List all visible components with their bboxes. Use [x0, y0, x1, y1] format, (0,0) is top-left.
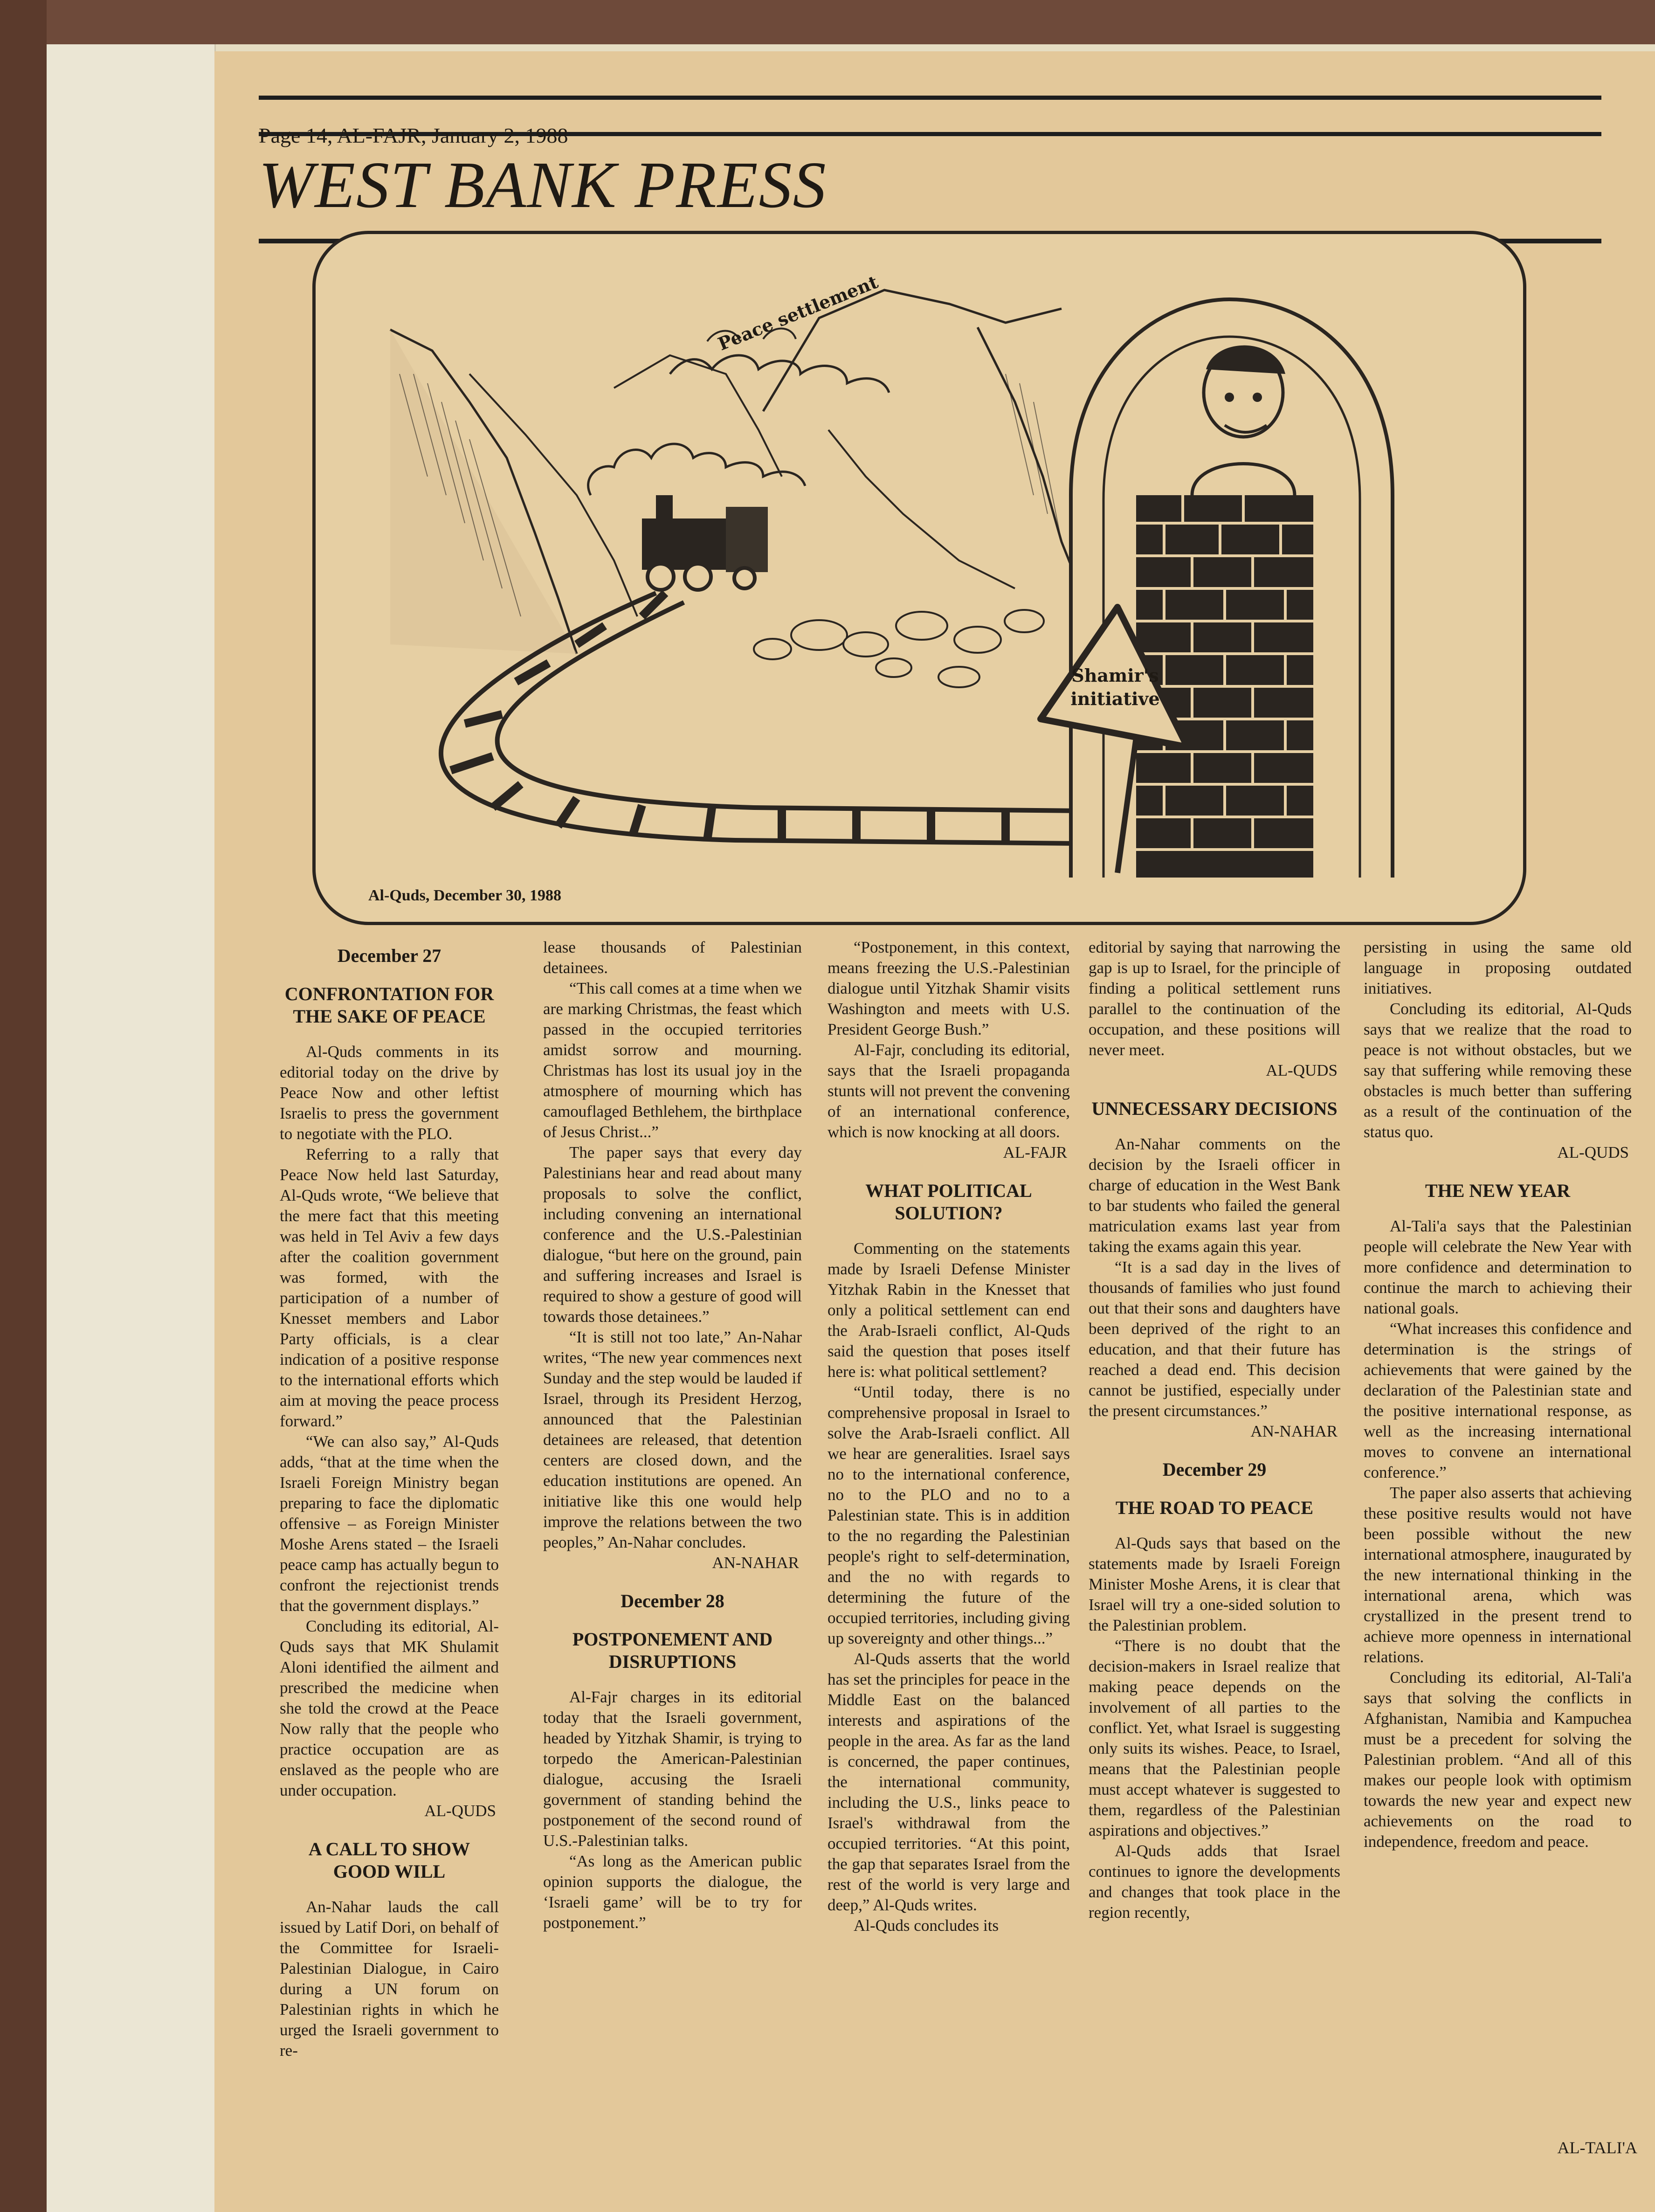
sign-line-2: initiative: [1070, 688, 1160, 709]
article-paragraph: Al-Quds asserts that the world has set the principles for peace in the Middle East on the balanced interests and aspirations of the people in the area. As far as the land is concerned, the paper continues, the international community, including the U.S., links peace to Israel's withdrawal from the occupied territories. “At this point, the gap that separates Israel from the rest of the world is very large and deep,” Al-Quds writes.: [828, 1650, 1070, 1914]
page-spine: [47, 44, 216, 2212]
article-heading: A CALL TO SHOW GOOD WILL: [308, 1839, 470, 1882]
article-paragraph: “What increases this confidence and determination is the strings of achievements that were gained by the declaration of the Palestinian state and the positive international response, as well as the increasing international moves to convene an international conference.”: [1364, 1320, 1632, 1481]
section-title: WEST BANK PRESS: [259, 148, 827, 221]
article-paragraph: Concluding its editorial, Al-Quds says that MK Shulamit Aloni identified the ailment and prescribed the medicine when she told the crowd at the Peace Now rally that the people who practice occupation are as enslaved as the people who are under occupation.: [280, 1617, 499, 1799]
source-credit: AL-QUDS: [1266, 1061, 1338, 1079]
final-source-credit: AL-TALI'A: [1557, 2138, 1637, 2157]
peace-settlement-label: Peace settlement: [715, 271, 881, 355]
article-paragraph: “This call comes at a time when we are marking Christmas, the feast which passed in the occupied territories amidst sorrow and mourning. Christmas has lost its usual joy in the atmosphere of mourning which has camouflaged Bethlehem, the birthplace of Jesus Christ...”: [543, 979, 802, 1141]
article-paragraph: Commenting on the statements made by Israeli Defense Minister Yitzhak Rabin in the Knesset that only a political settlement can end the Arab-Israeli conflict, Al-Quds said the question that poses itself here is: what political settlement?: [828, 1239, 1070, 1381]
cartoon-illustration: [316, 234, 1523, 922]
cartoon-caption: Al-Quds, December 30, 1988: [368, 887, 561, 904]
article-heading: THE NEW YEAR: [1425, 1180, 1571, 1201]
source-credit: AN-NAHAR: [712, 1554, 799, 1572]
article-paragraph: An-Nahar comments on the decision by the Israeli officer in charge of education in the West Bank to bar students who failed the general matriculation exams last year from taking the exams again this year.: [1089, 1135, 1340, 1256]
column-5: [1364, 937, 1632, 1852]
article-heading: CONFRONTATION FOR THE SAKE OF PEACE: [284, 983, 494, 1027]
article-paragraph: The paper says that every day Palestinians hear and read about many proposals to solve the conflict, including convening an international conference and the U.S.-Palestinian dialogue, “but here on the ground, pain and suffering increases and Israel is required to show a gesture of good will towards those detainees.”: [543, 1143, 802, 1326]
article-paragraph: editorial by saying that narrowing the gap is up to Israel, for the principle of finding a political settlement runs parallel to the continuation of the occupation, and these positions will never meet.: [1089, 938, 1340, 1059]
source-credit: AL-QUDS: [424, 1802, 496, 1820]
article-paragraph: Concluding its editorial, Al-Quds says that we realize that the road to peace is not without obstacles, but we say that suffering while removing these obstacles is much better than suffering as a result of the continuation of the status quo.: [1364, 1000, 1632, 1141]
dateline: December 29: [1162, 1459, 1267, 1480]
article-heading: WHAT POLITICAL SOLUTION?: [865, 1180, 1032, 1224]
column-3: [828, 937, 1070, 1936]
article-paragraph: “As long as the American public opinion supports the dialogue, the ‘Israeli game’ will be to try for postponement.”: [543, 1852, 802, 1932]
article-paragraph: Al-Fajr charges in its editorial today that the Israeli government, headed by Yitzhak Shamir, is trying to torpedo the American-Palestinian dialogue, accusing the Israeli government of standing behind the postponement of the second round of U.S.-Palestinian talks.: [543, 1688, 802, 1850]
dateline: December 28: [621, 1590, 724, 1611]
article-paragraph: persisting in using the same old language in proposing outdated initiatives.: [1364, 938, 1632, 997]
article-paragraph: Al-Tali'a says that the Palestinian people will celebrate the New Year with more confidence and determination to continue the march to achieving their national goals.: [1364, 1217, 1632, 1317]
article-paragraph: An-Nahar lauds the call issued by Latif Dori, on behalf of the Committee for Israeli-Palestinian Dialogue, in Cairo during a UN forum on Palestinian rights in which he urged the Israeli government to re-: [280, 1898, 499, 2060]
article-paragraph: “We can also say,” Al-Quds adds, “that at the time when the Israeli Foreign Ministry began preparing to face the diplomatic offensive – as Foreign Minister Moshe Arens stated – the Israeli peace camp has actually begun to confront the rejectionist trends that the government displays.”: [280, 1432, 499, 1615]
article-paragraph: “It is still not too late,” An-Nahar writes, “The new year commences next Sunday and the step would be lauded if Israel, through its President Herzog, announced that the Palestinian detainees are released, that detention centers are closed down, and the education institutions are opened. An initiative like this one would help improve the relations between the two peoples,” An-Nahar concludes.: [543, 1328, 802, 1551]
column-4: [1089, 937, 1340, 1923]
article-heading: UNNECESSARY DECISIONS: [1091, 1098, 1338, 1119]
editorial-cartoon: [312, 231, 1526, 925]
source-credit: AN-NAHAR: [1250, 1422, 1338, 1440]
source-credit: AL-QUDS: [1557, 1143, 1629, 1161]
top-rule: [259, 96, 1601, 100]
article-paragraph: “It is a sad day in the lives of thousands of families who just found out that their sons and daughters have been deprived of the right to an education, and that their future has reached a dead end. This decision cannot be justified, especially under the present circumstances.”: [1089, 1258, 1340, 1420]
article-paragraph: Al-Fajr, concluding its editorial, says that the Israeli propaganda stunts will not prevent the convening of an international conference, which is now knocking at all doors.: [828, 1041, 1070, 1141]
column-2: [543, 937, 802, 1933]
article-paragraph: “Postponement, in this context, means freezing the U.S.-Palestinian dialogue until Yitzhak Shamir visits Washington and meets with U.S. President George Bush.”: [828, 938, 1070, 1038]
article-paragraph: Referring to a rally that Peace Now held last Saturday, Al-Quds wrote, “We believe that the mere fact that this meeting was held in Tel Aviv a few days after the coalition government was formed, with the participation of a number of Knesset members and Labor Party officials, is a clear indication of a positive response to the international efforts which aim at moving the peace process forward.”: [280, 1145, 499, 1430]
binder-edge: [0, 0, 47, 2212]
article-paragraph: Al-Quds concludes its: [854, 1916, 999, 1935]
article-paragraph: The paper also asserts that achieving these positive results would not have been possible without the new international atmosphere, inaugurated by the new international thinking in the international arena, which was crystallized in the present trend to achieve more openness in international relations.: [1364, 1484, 1632, 1666]
page-line: Page 14, AL-FAJR, January 2, 1988: [259, 124, 568, 147]
brick-wall: [1136, 495, 1313, 878]
article-paragraph: lease thousands of Palestinian detainees.: [543, 938, 802, 977]
article-heading: POSTPONEMENT AND DISRUPTIONS: [572, 1629, 773, 1672]
locomotive: [642, 495, 768, 590]
article-paragraph: Al-Quds adds that Israel continues to ignore the developments and changes that took place in the region recently,: [1089, 1842, 1340, 1922]
article-paragraph: “Until today, there is no comprehensive proposal in Israel to solve the Arab-Israeli conflict. All we hear are generalities. Israel says no to the international conference, no to the PLO and no to a Palestinian state. This is in addition to the no regarding the Palestinian people's right to self-determination, and the no with regards to determining the future of the occupied territories, including giving up sovereignty and other things...”: [828, 1383, 1070, 1647]
source-credit: AL-FAJR: [1003, 1143, 1067, 1161]
sign-line-1: Shamir's: [1071, 665, 1159, 686]
column-1: [280, 937, 499, 2061]
article-paragraph: Concluding its editorial, Al-Tali'a says that solving the conflicts in Afghanistan, Namibia and Kampuchea must be a precedent for solving the Palestinian problem. “And all of this makes our people look with optimism towards the new year and expect new achievements on the road to independence, freedom and peace.: [1364, 1668, 1632, 1851]
rocks: [754, 610, 1044, 687]
dateline: December 27: [337, 945, 441, 966]
article-heading: THE ROAD TO PEACE: [1115, 1497, 1314, 1518]
article-paragraph: Al-Quds comments in its editorial today on the drive by Peace Now and other leftist Israelis to press the government to negotiate with the PLO.: [280, 1043, 499, 1143]
article-paragraph: “There is no doubt that the decision-makers in Israel realize that making peace depends on the involvement of all parties to the conflict. Yet, what Israel is suggesting only suits its wishes. Peace, to Israel, means that the Palestinian people must accept whatever is suggested to them, regardless of the Palestinian aspirations and objectives.”: [1089, 1637, 1340, 1839]
article-paragraph: Al-Quds says that based on the statements made by Israeli Foreign Minister Moshe Arens, it is clear that Israel will try a one-sided solution to the Palestinian problem.: [1089, 1534, 1340, 1634]
